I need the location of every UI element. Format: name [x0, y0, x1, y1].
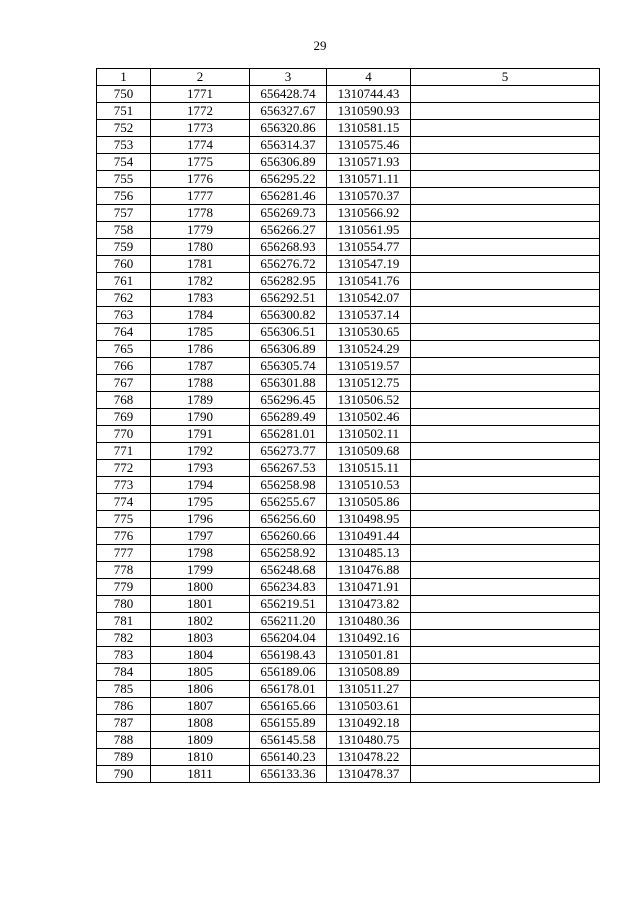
table-cell: [411, 528, 600, 545]
table-cell: 770: [97, 426, 151, 443]
table-cell: [411, 409, 600, 426]
table-row: [97, 341, 600, 358]
table-cell: [411, 511, 600, 528]
table-cell: 784: [97, 664, 151, 681]
table-cell: 788: [97, 732, 151, 749]
table-cell: 778: [97, 562, 151, 579]
table-cell: 1310575.46: [327, 137, 411, 154]
header-row: [97, 69, 600, 86]
table-cell: 1310501.81: [327, 647, 411, 664]
table-cell: [411, 273, 600, 290]
table-cell: 1310492.18: [327, 715, 411, 732]
table-cell: 656258.98: [250, 477, 327, 494]
table-row: [97, 239, 600, 256]
table-cell: 656211.20: [250, 613, 327, 630]
table-cell: 1794: [151, 477, 250, 494]
table-cell: 1807: [151, 698, 250, 715]
table-cell: 656189.06: [250, 664, 327, 681]
table-cell: 656428.74: [250, 86, 327, 103]
table-cell: [411, 392, 600, 409]
table-row: [97, 290, 600, 307]
table-row: [97, 613, 600, 630]
table-cell: [411, 647, 600, 664]
table-cell: [411, 545, 600, 562]
table-cell: 758: [97, 222, 151, 239]
table-cell: [411, 239, 600, 256]
table-cell: 1310547.19: [327, 256, 411, 273]
table-row: [97, 205, 600, 222]
table-cell: 786: [97, 698, 151, 715]
table-cell: [411, 341, 600, 358]
column-header-2: 2: [151, 69, 250, 86]
table-cell: 1801: [151, 596, 250, 613]
table-cell: 1806: [151, 681, 250, 698]
table-cell: 656292.51: [250, 290, 327, 307]
table-cell: 757: [97, 205, 151, 222]
table-row: [97, 698, 600, 715]
table-cell: 1782: [151, 273, 250, 290]
table-cell: 656289.49: [250, 409, 327, 426]
table-cell: [411, 681, 600, 698]
table-cell: 1310510.53: [327, 477, 411, 494]
table-row: [97, 732, 600, 749]
table-cell: 656295.22: [250, 171, 327, 188]
table-row: [97, 358, 600, 375]
table-row: [97, 137, 600, 154]
table-cell: 1310491.44: [327, 528, 411, 545]
table-cell: [411, 613, 600, 630]
table-cell: 750: [97, 86, 151, 103]
table-row: [97, 562, 600, 579]
coordinates-table: [96, 68, 600, 783]
table-cell: 656165.66: [250, 698, 327, 715]
table-cell: 768: [97, 392, 151, 409]
table-cell: 766: [97, 358, 151, 375]
table-row: [97, 681, 600, 698]
table-cell: 656327.67: [250, 103, 327, 120]
table-cell: 777: [97, 545, 151, 562]
table-cell: [411, 358, 600, 375]
table-cell: 1771: [151, 86, 250, 103]
table-row: [97, 103, 600, 120]
table-cell: 656305.74: [250, 358, 327, 375]
table-cell: 1310503.61: [327, 698, 411, 715]
table-row: [97, 392, 600, 409]
table-cell: [411, 307, 600, 324]
column-header-1: 1: [97, 69, 151, 86]
table-row: [97, 494, 600, 511]
table-cell: 1310561.95: [327, 222, 411, 239]
table-cell: 781: [97, 613, 151, 630]
table-cell: 1310519.57: [327, 358, 411, 375]
table-cell: 656234.83: [250, 579, 327, 596]
table-cell: 1811: [151, 766, 250, 783]
table-cell: [411, 443, 600, 460]
table-cell: 656268.93: [250, 239, 327, 256]
table-row: [97, 460, 600, 477]
table-cell: [411, 171, 600, 188]
table-header: [97, 69, 600, 86]
table-cell: 656255.67: [250, 494, 327, 511]
table-cell: [411, 579, 600, 596]
table-cell: 761: [97, 273, 151, 290]
table-cell: 656320.86: [250, 120, 327, 137]
table-cell: [411, 715, 600, 732]
table-row: [97, 273, 600, 290]
table-cell: 1310498.95: [327, 511, 411, 528]
table-cell: 1777: [151, 188, 250, 205]
table-cell: 656300.82: [250, 307, 327, 324]
table-cell: 656155.89: [250, 715, 327, 732]
table-row: [97, 443, 600, 460]
table-cell: 1310480.36: [327, 613, 411, 630]
table-cell: 1791: [151, 426, 250, 443]
table-cell: 1310541.76: [327, 273, 411, 290]
table-cell: 771: [97, 443, 151, 460]
table-cell: 656256.60: [250, 511, 327, 528]
table-cell: 1310590.93: [327, 103, 411, 120]
table-cell: 1805: [151, 664, 250, 681]
table-cell: [411, 120, 600, 137]
table-cell: 1788: [151, 375, 250, 392]
table-cell: 785: [97, 681, 151, 698]
table-cell: 656266.27: [250, 222, 327, 239]
table-cell: 656314.37: [250, 137, 327, 154]
table-cell: 1310478.37: [327, 766, 411, 783]
table-cell: 1795: [151, 494, 250, 511]
table-cell: 656282.95: [250, 273, 327, 290]
table-cell: 1808: [151, 715, 250, 732]
table-cell: [411, 86, 600, 103]
table-row: [97, 154, 600, 171]
table-cell: 769: [97, 409, 151, 426]
table-cell: 1796: [151, 511, 250, 528]
table-cell: 1784: [151, 307, 250, 324]
table-row: [97, 630, 600, 647]
table-cell: 760: [97, 256, 151, 273]
table-cell: 656306.89: [250, 341, 327, 358]
table-cell: 656260.66: [250, 528, 327, 545]
table-cell: 752: [97, 120, 151, 137]
table-cell: 656273.77: [250, 443, 327, 460]
table-cell: 1310471.91: [327, 579, 411, 596]
table-cell: [411, 749, 600, 766]
table-cell: 1310480.75: [327, 732, 411, 749]
table-cell: 1789: [151, 392, 250, 409]
table-row: [97, 579, 600, 596]
table-cell: 656258.92: [250, 545, 327, 562]
table-cell: 656204.04: [250, 630, 327, 647]
table-cell: 753: [97, 137, 151, 154]
table-cell: 1785: [151, 324, 250, 341]
table-cell: [411, 732, 600, 749]
table-cell: 1792: [151, 443, 250, 460]
table-row: [97, 596, 600, 613]
table-row: [97, 647, 600, 664]
table-cell: 1783: [151, 290, 250, 307]
table-row: [97, 86, 600, 103]
table-cell: 1310571.93: [327, 154, 411, 171]
table-cell: 762: [97, 290, 151, 307]
table-cell: [411, 137, 600, 154]
table-cell: 1775: [151, 154, 250, 171]
table-cell: 1780: [151, 239, 250, 256]
table-cell: 755: [97, 171, 151, 188]
table-row: [97, 664, 600, 681]
table-cell: 1779: [151, 222, 250, 239]
column-header-3: 3: [250, 69, 327, 86]
table-cell: 1790: [151, 409, 250, 426]
table-cell: 1797: [151, 528, 250, 545]
table-row: [97, 171, 600, 188]
table-cell: 773: [97, 477, 151, 494]
table-cell: 1310570.37: [327, 188, 411, 205]
table-cell: 1310508.89: [327, 664, 411, 681]
table-cell: 1310505.86: [327, 494, 411, 511]
table-cell: 1310581.15: [327, 120, 411, 137]
table-cell: 1793: [151, 460, 250, 477]
table-cell: 764: [97, 324, 151, 341]
table-cell: 767: [97, 375, 151, 392]
table-cell: [411, 664, 600, 681]
table-cell: 656276.72: [250, 256, 327, 273]
table-cell: 765: [97, 341, 151, 358]
table-cell: 1310537.14: [327, 307, 411, 324]
table-cell: 1803: [151, 630, 250, 647]
table-cell: [411, 290, 600, 307]
table-cell: 1787: [151, 358, 250, 375]
table-cell: 1310492.16: [327, 630, 411, 647]
table-cell: 1800: [151, 579, 250, 596]
table-cell: 1310506.52: [327, 392, 411, 409]
table-cell: 1802: [151, 613, 250, 630]
table-cell: 1310485.13: [327, 545, 411, 562]
table-cell: 772: [97, 460, 151, 477]
table-cell: 656219.51: [250, 596, 327, 613]
table-cell: 1809: [151, 732, 250, 749]
column-header-5: 5: [411, 69, 600, 86]
table-cell: 1310476.88: [327, 562, 411, 579]
table-cell: 656296.45: [250, 392, 327, 409]
table-cell: [411, 562, 600, 579]
table-row: [97, 426, 600, 443]
table-cell: [411, 426, 600, 443]
table-cell: 656267.53: [250, 460, 327, 477]
table-cell: [411, 375, 600, 392]
table-cell: [411, 460, 600, 477]
table-cell: 754: [97, 154, 151, 171]
table-cell: 1310502.11: [327, 426, 411, 443]
table-cell: [411, 630, 600, 647]
table-cell: 756: [97, 188, 151, 205]
table-cell: 787: [97, 715, 151, 732]
table-cell: 656248.68: [250, 562, 327, 579]
table-cell: 656306.89: [250, 154, 327, 171]
table-cell: [411, 256, 600, 273]
table-cell: 1310530.65: [327, 324, 411, 341]
table-body: [97, 86, 600, 783]
table-row: [97, 545, 600, 562]
table-cell: 656306.51: [250, 324, 327, 341]
table-cell: [411, 154, 600, 171]
table-cell: 656269.73: [250, 205, 327, 222]
table-cell: 656133.36: [250, 766, 327, 783]
table-cell: 782: [97, 630, 151, 647]
table-cell: 1810: [151, 749, 250, 766]
table-cell: 656178.01: [250, 681, 327, 698]
table-cell: 1310512.75: [327, 375, 411, 392]
table-cell: 1799: [151, 562, 250, 579]
table-cell: 776: [97, 528, 151, 545]
table-cell: 780: [97, 596, 151, 613]
table-cell: 1778: [151, 205, 250, 222]
table-cell: 790: [97, 766, 151, 783]
table-row: [97, 188, 600, 205]
table-cell: 1310515.11: [327, 460, 411, 477]
table-cell: [411, 103, 600, 120]
table-row: [97, 749, 600, 766]
table-cell: 1310478.22: [327, 749, 411, 766]
table-cell: 1310509.68: [327, 443, 411, 460]
table-row: [97, 375, 600, 392]
table-cell: 779: [97, 579, 151, 596]
table-cell: [411, 324, 600, 341]
table-cell: 1310511.27: [327, 681, 411, 698]
table-cell: 775: [97, 511, 151, 528]
table-cell: 656281.46: [250, 188, 327, 205]
table-row: [97, 715, 600, 732]
table-row: [97, 120, 600, 137]
table-cell: 774: [97, 494, 151, 511]
table-cell: 1776: [151, 171, 250, 188]
table-cell: 1310571.11: [327, 171, 411, 188]
table-cell: 759: [97, 239, 151, 256]
column-header-4: 4: [327, 69, 411, 86]
table-cell: 656301.88: [250, 375, 327, 392]
table-cell: 1774: [151, 137, 250, 154]
table-row: [97, 324, 600, 341]
table-cell: 656198.43: [250, 647, 327, 664]
table-cell: 1804: [151, 647, 250, 664]
table-row: [97, 222, 600, 239]
table-row: [97, 528, 600, 545]
table-cell: [411, 477, 600, 494]
table-row: [97, 409, 600, 426]
table-cell: [411, 596, 600, 613]
table-cell: 1772: [151, 103, 250, 120]
table-cell: 1310566.92: [327, 205, 411, 222]
table-row: [97, 511, 600, 528]
table-cell: 763: [97, 307, 151, 324]
table-cell: [411, 222, 600, 239]
table-cell: 656140.23: [250, 749, 327, 766]
table-cell: 656145.58: [250, 732, 327, 749]
table-cell: 1310502.46: [327, 409, 411, 426]
table-cell: 1781: [151, 256, 250, 273]
table-cell: 789: [97, 749, 151, 766]
table-cell: 1310744.43: [327, 86, 411, 103]
table-cell: [411, 766, 600, 783]
page-number: 29: [313, 38, 327, 53]
table-row: [97, 307, 600, 324]
table-cell: [411, 698, 600, 715]
table-row: [97, 477, 600, 494]
table-cell: 656281.01: [250, 426, 327, 443]
table-cell: 751: [97, 103, 151, 120]
table-cell: 1773: [151, 120, 250, 137]
table-cell: 1310524.29: [327, 341, 411, 358]
table-cell: 1310473.82: [327, 596, 411, 613]
table-row: [97, 256, 600, 273]
table-cell: 1786: [151, 341, 250, 358]
table-cell: 1310554.77: [327, 239, 411, 256]
table-cell: 783: [97, 647, 151, 664]
table-cell: [411, 188, 600, 205]
table-cell: 1798: [151, 545, 250, 562]
table-cell: [411, 205, 600, 222]
table-cell: [411, 494, 600, 511]
table-row: [97, 766, 600, 783]
table-cell: 1310542.07: [327, 290, 411, 307]
